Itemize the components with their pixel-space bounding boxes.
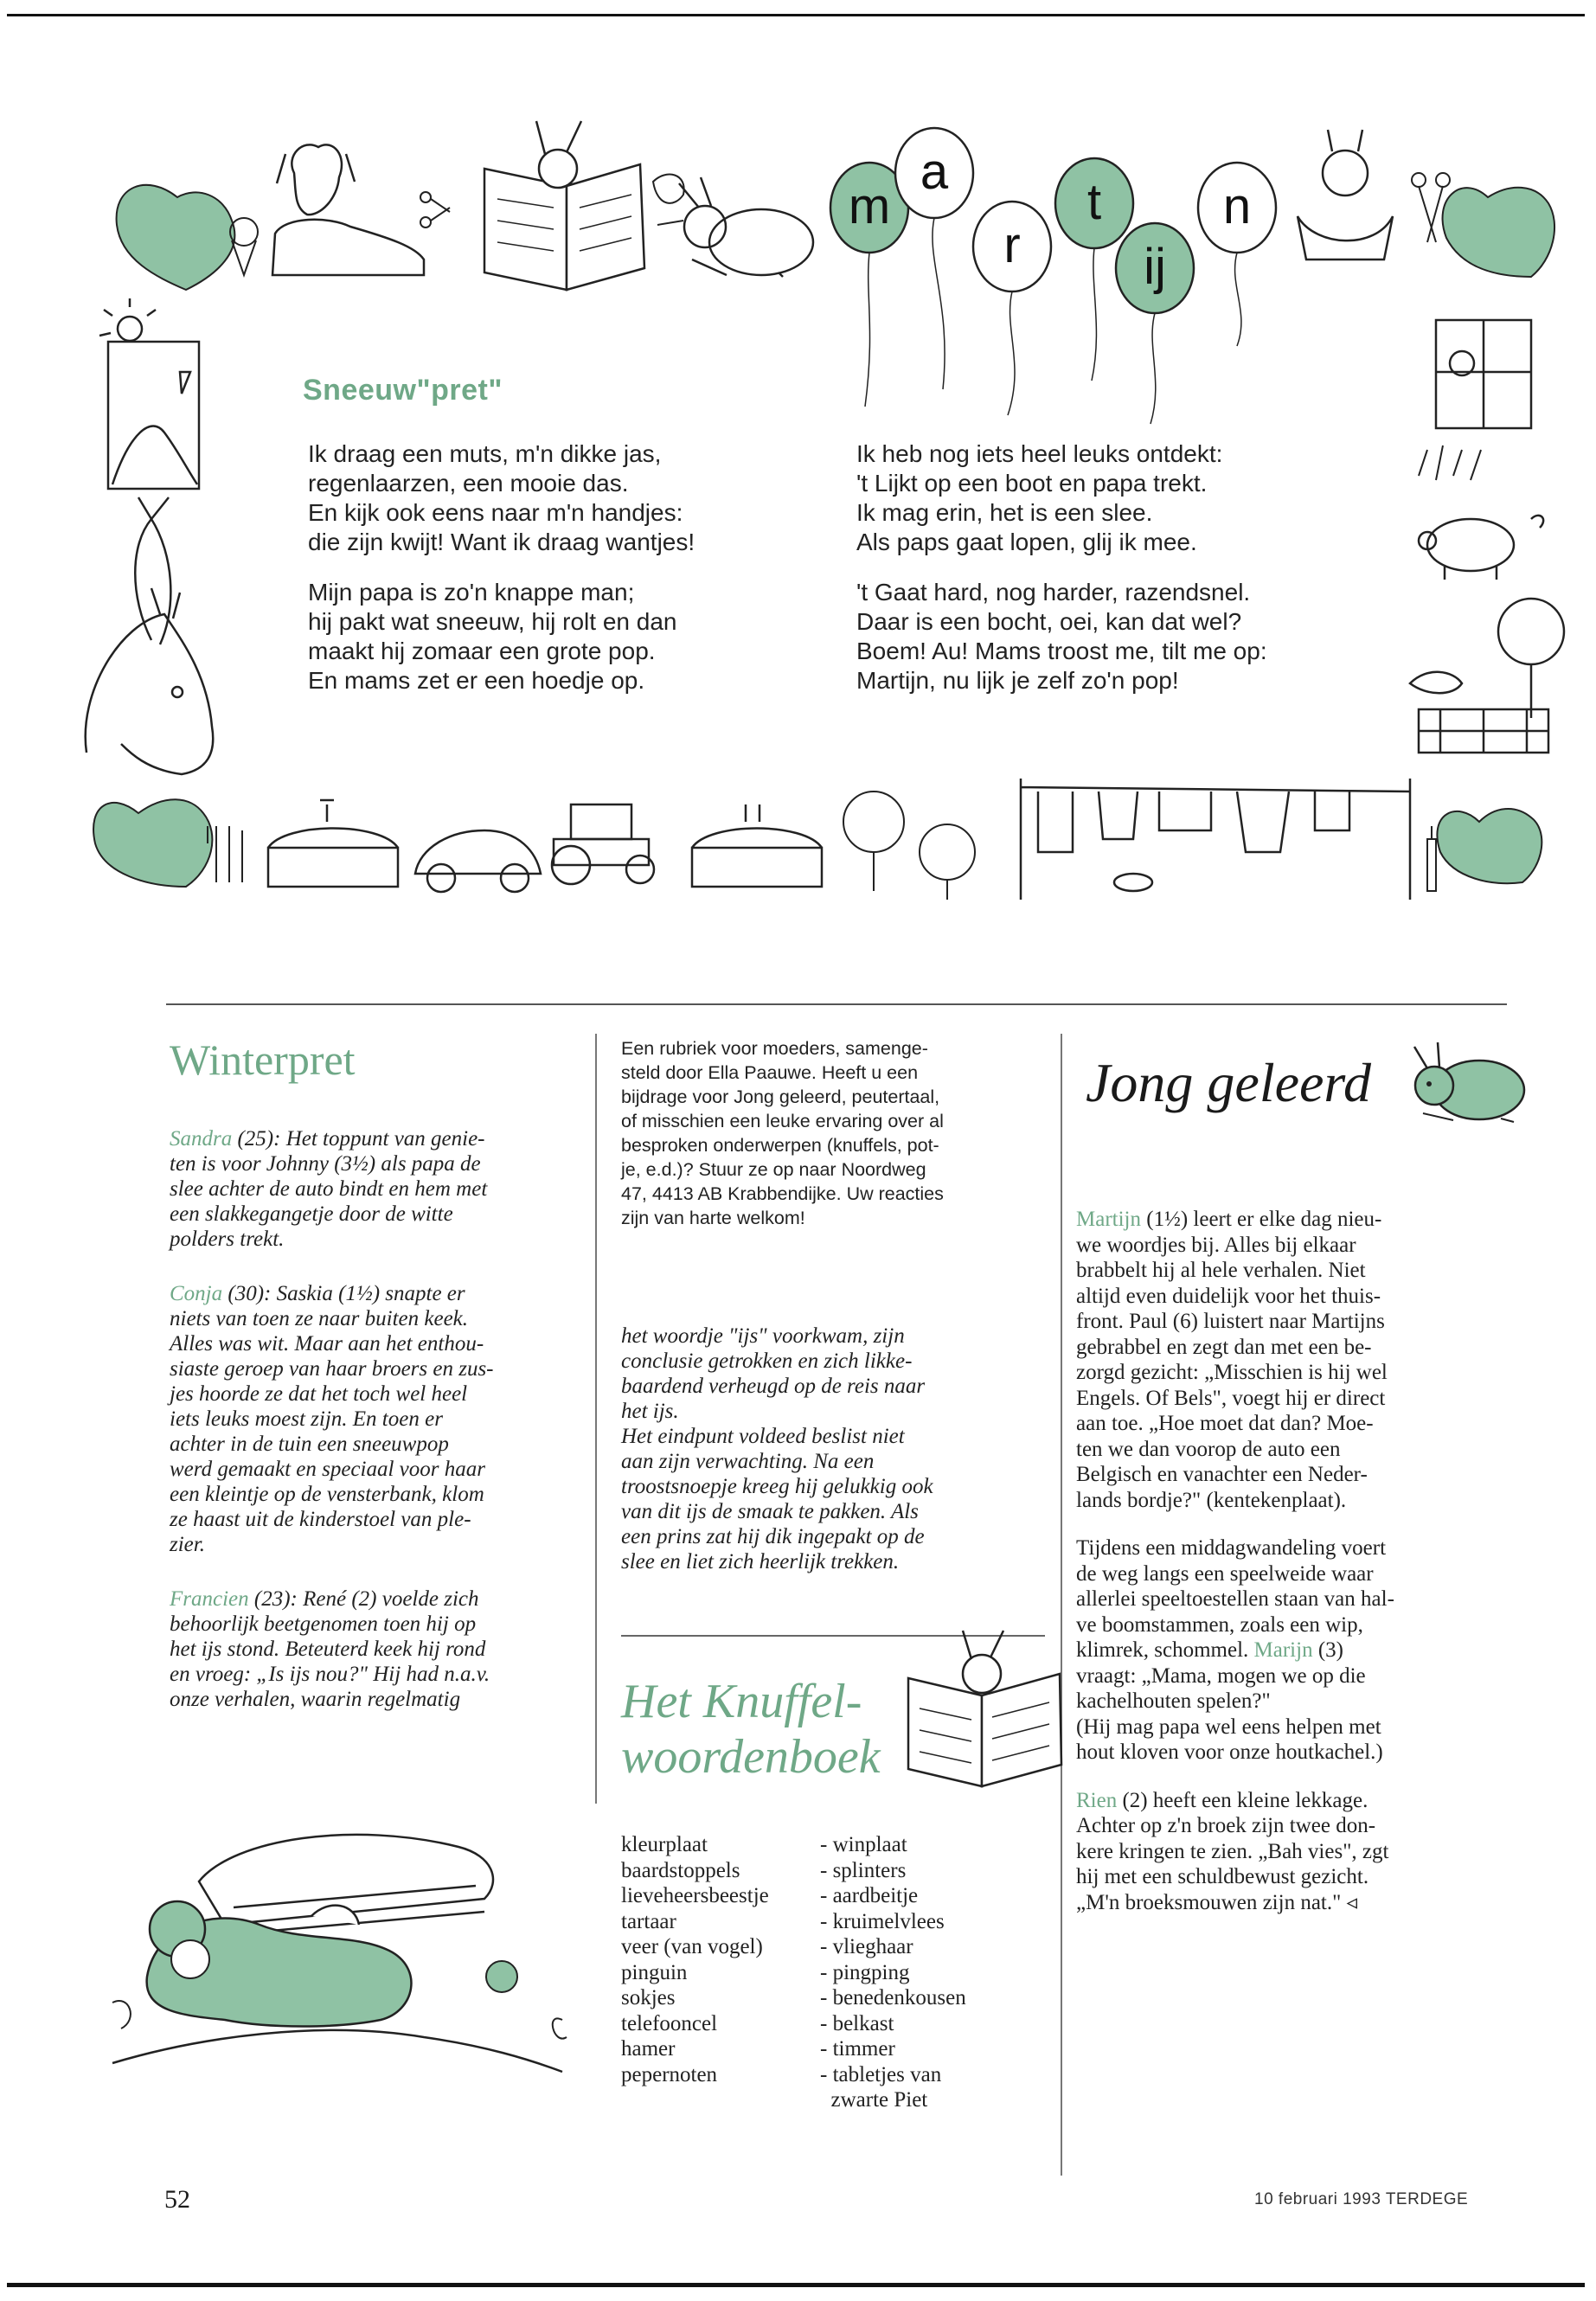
word-pair-row: tartaar - kruimelvlees bbox=[621, 1909, 945, 1933]
leaf-icon bbox=[653, 175, 684, 203]
winterpret-entry: Francien (23): René (2) voelde zich behoorlijk beetgenomen toen hij op het ijs stond. Beteuterd keek hij rond en vroeg: „Is ijs nou?" Hij had n.a.v. onze verhalen, waarin regelmatig bbox=[170, 1587, 490, 1711]
poem-line: En kijk ook eens naar m'n handjes: bbox=[308, 499, 683, 526]
newspaper-rabbit-icon bbox=[484, 121, 644, 290]
poem-right-column bbox=[856, 439, 1375, 716]
child-name: Marijn bbox=[1253, 1638, 1313, 1662]
flower-bush-icon bbox=[843, 792, 975, 900]
rabbit-icon bbox=[679, 177, 813, 277]
word-pair-row: pinguin - pingping bbox=[621, 1960, 910, 1984]
knuffel-title-line: Het Knuffel- bbox=[621, 1675, 862, 1728]
poem-line: Boem! Au! Mams troost me, tilt me op: bbox=[856, 638, 1267, 664]
poem-stanza bbox=[856, 439, 1375, 557]
mountain-picture-icon bbox=[99, 298, 199, 489]
child-name: Rien bbox=[1076, 1788, 1118, 1812]
word-pair-row: veer (van vogel) - vlieghaar bbox=[621, 1935, 913, 1958]
entry-name: Sandra bbox=[170, 1127, 233, 1150]
banana-icon bbox=[135, 497, 170, 644]
word-pair-row: baardstoppels - splinters bbox=[621, 1858, 907, 1882]
poem-stanza bbox=[308, 578, 818, 695]
heart-icon bbox=[93, 799, 212, 887]
balloon-letter: ij bbox=[1144, 239, 1166, 295]
birthday-cake-icon bbox=[268, 800, 398, 887]
jong-geleerd-title: Jong geleerd bbox=[1086, 1052, 1371, 1113]
balloon-letter: a bbox=[920, 144, 949, 200]
jong-geleerd-paragraph: Rien (2) heeft een kleine lekkage. Achter op z'n broek zijn twee don- kere kringen te zien. „Bah vies", zgt hij met een schuldbewust gezicht. „M'n broeksmouwen zijn nat." ◃ bbox=[1076, 1788, 1389, 1914]
poem-line: die zijn kwijt! Want ik draag wantjes! bbox=[308, 529, 695, 555]
horse-head-icon bbox=[86, 588, 214, 774]
balloon-letter: m bbox=[848, 178, 891, 234]
jong-geleerd-paragraph: Tijdens een middagwandeling voert de weg langs een speelweide waar allerlei speeltoestellen staan van hal- ve boomstammen, zoals een wip, klimrek, schommel. Marijn (3) vraagt: „Mama, mogen we op die kachelhouten spelen?" (Hij mag papa wel eens helpen met hout kloven voor onze houtkachel.) bbox=[1076, 1536, 1394, 1764]
poem-line: Ik draag een muts, m'n dikke jas, bbox=[308, 440, 662, 467]
scissors-icon bbox=[420, 192, 450, 228]
winterpret-column bbox=[170, 1126, 576, 1741]
winterpret-title: Winterpret bbox=[170, 1035, 356, 1084]
poem-stanza bbox=[856, 578, 1375, 695]
name-balloons bbox=[830, 128, 1276, 424]
knuffel-title bbox=[621, 1674, 881, 1785]
shoe-figure-icon bbox=[272, 144, 424, 275]
pig-icon bbox=[1419, 516, 1543, 580]
tractor-icon bbox=[552, 804, 654, 884]
poem-line: hij pakt wat sneeuw, hij rolt en dan bbox=[308, 608, 677, 635]
page-number: 52 bbox=[164, 2185, 190, 2214]
balloon-letter: t bbox=[1086, 174, 1102, 230]
window-icon bbox=[1436, 320, 1531, 428]
rabbit-icon bbox=[1401, 1042, 1531, 1129]
poem-line: 't Lijkt op een boot en papa trekt. bbox=[856, 470, 1208, 497]
toy-car-icon bbox=[415, 830, 541, 892]
word-pair-row: telefooncel - belkast bbox=[621, 2011, 894, 2035]
heart-icon bbox=[117, 185, 235, 290]
section-divider bbox=[166, 1003, 1507, 1005]
child-name: Martijn bbox=[1076, 1208, 1141, 1231]
poem-line: Martijn, nu lijk je zelf zo'n pop! bbox=[856, 667, 1179, 694]
word-pair-row: sokjes - benedenkousen bbox=[621, 1986, 966, 2009]
balloon-letter: n bbox=[1222, 178, 1252, 234]
newspaper-rabbit-icon bbox=[895, 1626, 1068, 1791]
poem-line: En mams zet er een hoedje op. bbox=[308, 667, 645, 694]
tree-fence-icon bbox=[1410, 599, 1564, 753]
entry-name: Conja bbox=[170, 1282, 223, 1305]
column-divider bbox=[595, 1034, 597, 1804]
word-pair-row: hamer - timmer bbox=[621, 2037, 895, 2061]
poem-line: Mijn papa is zo'n knappe man; bbox=[308, 579, 635, 606]
word-pair-row: pepernoten - tabletjes van bbox=[621, 2062, 942, 2086]
poem-line: Ik mag erin, het is een slee. bbox=[856, 499, 1153, 526]
knuffel-title-line: woordenboek bbox=[621, 1730, 881, 1784]
poem-left-column bbox=[308, 439, 818, 716]
poem-line: maakt hij zomaar een grote pop. bbox=[308, 638, 656, 664]
entry-name: Francien bbox=[170, 1587, 249, 1611]
balloon-letter: r bbox=[1003, 217, 1021, 273]
rubriek-intro: Een rubriek voor moeders, samenge- steld door Ella Paauwe. Heeft u een bijdrage voor Jong geleerd, peutertaal, of misschien een leuke ervaring over al besproken onderwerpen (knuffels, pot- je, e.d.)? Stuur ze op naar Noordweg 47, 4413 AB Krabbendijke. Uw reacties zijn van harte welkom! bbox=[621, 1038, 944, 1228]
heart-icon bbox=[1437, 809, 1542, 883]
column-divider bbox=[1061, 1034, 1062, 2176]
poem-line: Daar is een bocht, oei, kan dat wel? bbox=[856, 608, 1242, 635]
potty-figure-icon bbox=[1298, 130, 1393, 260]
jong-geleerd-column bbox=[1076, 1207, 1483, 1938]
flowers-icon bbox=[1419, 445, 1481, 480]
poem-line: Ik heb nog iets heel leuks ontdekt: bbox=[856, 440, 1223, 467]
knuffel-word-list bbox=[621, 1832, 1054, 2113]
poem-line: Als paps gaat lopen, glij ik mee. bbox=[856, 529, 1197, 555]
issue-date: 10 februari 1993 TERDEGE bbox=[1254, 2190, 1469, 2208]
sledding-child-illustration bbox=[95, 1804, 580, 2089]
heart-icon bbox=[1443, 188, 1555, 277]
winterpret-entry: Sandra (25): Het toppunt van genie- ten is voor Johnny (3½) als papa de slee achter de auto bindt en hem met een slakkegangetje door de witte polders trekt. bbox=[170, 1127, 488, 1251]
word-pair-row: lieveheersbeestje - aardbeitje bbox=[621, 1884, 919, 1907]
birthday-cake-icon bbox=[692, 804, 822, 887]
poem-stanza bbox=[308, 439, 818, 557]
candle-icon bbox=[1427, 826, 1436, 891]
clothesline-icon bbox=[1021, 779, 1410, 900]
poem-title: Sneeuw"pret" bbox=[303, 374, 503, 407]
poem-line: regenlaarzen, een mooie das. bbox=[308, 470, 629, 497]
word-pair-row: zwarte Piet bbox=[820, 2088, 928, 2112]
poem-line: 't Gaat hard, nog harder, razendsnel. bbox=[856, 579, 1251, 606]
jong-geleerd-paragraph: Martijn (1½) leert er elke dag nieu- we woordjes bij. Alles bij elkaar brabbelt hij al hele verhalen. Niet altijd even duidelijk voor het thuis- front. Paul (6) luistert naar Martijns gebrabbel en zegt dan met een be- zorgd gezicht: „Misschien is hij wel Engels. Of Bels", voegt hij er direct aan toe. „Hoe moet dat dan? Moe- ten we dan voorop de auto een Belgisch en vanachter een Neder- lands bordje?" (kentekenplaat). bbox=[1076, 1208, 1388, 1512]
winterpret-continuation: het woordje "ijs" voorkwam, zijn conclusie getrokken en zich likke- baardend verheugd op de reis naar het ijs. Het eindpunt voldeed beslist niet aan zijn verwachting. Na een troostsnoepje kreeg hij gelukkig ook van dit ijs de smaak te pakken. Als een prins zat hij dik ingepakt op de slee en liet zich heerlijk trekken. bbox=[621, 1324, 933, 1574]
word-pair-row: kleurplaat - winplaat bbox=[621, 1833, 907, 1856]
winterpret-entry: Conja (30): Saskia (1½) snapte er niets van toen ze naar buiten keek. Alles was wit. Maar aan het enthou- siaste geroep van haar broers en zus- jes hoorde ze dat het toch wel heel iets leuks moest zijn. En toen er achter in de tuin een sneeuwpop werd gemaakt en speciaal voor haar een kleintje op de vensterbank, klom ze haast uit de kinderstoel van ple- zier. bbox=[170, 1282, 494, 1556]
